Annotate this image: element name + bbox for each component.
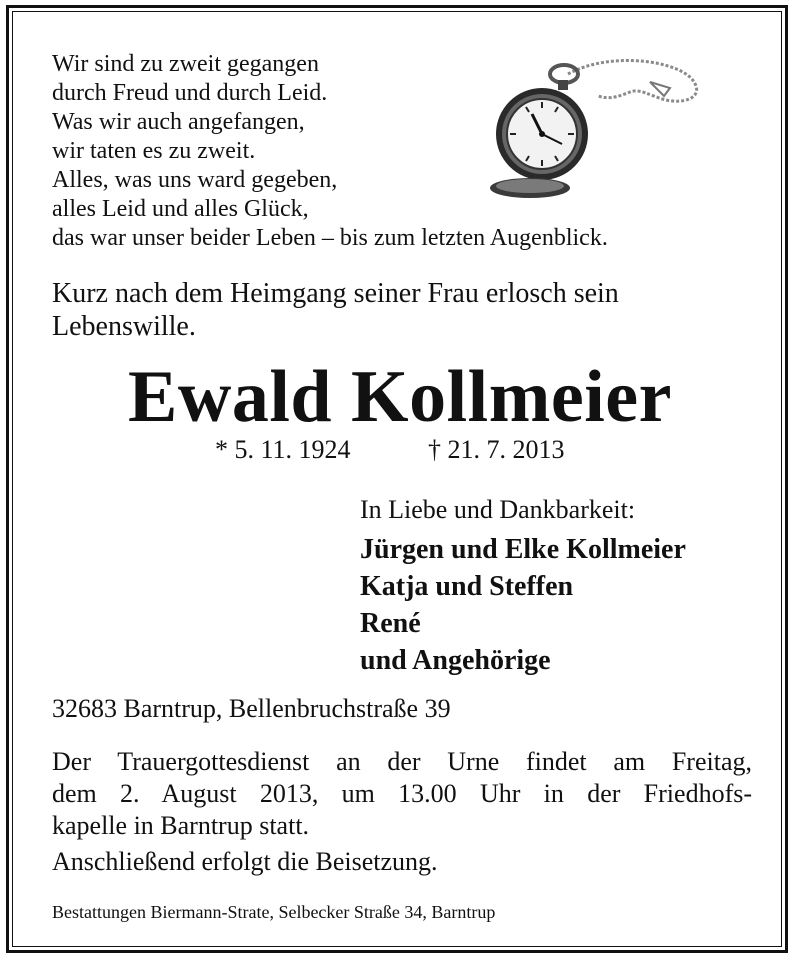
poem-line: alles Leid und alles Glück,	[52, 196, 309, 222]
intro-line: Kurz nach dem Heimgang seiner Frau erlosch sein	[52, 278, 619, 309]
death-date: † 21. 7. 2013	[428, 435, 565, 464]
service-line: dem 2. August 2013, um 13.00 Uhr in der Friedhofs-	[52, 779, 752, 808]
poem-line: Alles, was uns ward gegeben,	[52, 167, 338, 193]
birth-date: * 5. 11. 1924	[215, 435, 351, 464]
service-line: Der Trauergottesdienst an der Urne findet am Freitag,	[52, 747, 752, 776]
family-address: 32683 Barntrup, Bellenbruchstraße 39	[52, 694, 451, 723]
poem-line: wir taten es zu zweit.	[52, 138, 256, 164]
dedication: In Liebe und Dankbarkeit:	[360, 495, 636, 524]
deceased-name: Ewald Kollmeier	[128, 356, 672, 438]
poem-line: Wir sind zu zweit gegangen	[52, 51, 319, 77]
service-line: kapelle in Barntrup statt.	[52, 811, 310, 840]
undertaker: Bestattungen Biermann-Strate, Selbecker Straße 34, Barntrup	[52, 902, 496, 922]
poem-line: das war unser beider Leben – bis zum letzten Augenblick.	[52, 225, 608, 251]
mourners-list	[360, 531, 686, 679]
poem-line: durch Freud und durch Leid.	[52, 80, 328, 106]
intro-line: Lebenswille.	[52, 311, 196, 342]
mourner: Jürgen und Elke Kollmeier	[360, 534, 686, 565]
mourner: und Angehörige	[360, 645, 551, 676]
mourner: René	[360, 608, 421, 639]
service-notice	[52, 746, 752, 842]
intro-text	[52, 277, 619, 343]
pocket-watch-icon	[470, 52, 710, 202]
mourner: Katja und Steffen	[360, 571, 574, 602]
burial-notice: Anschließend erfolgt die Beisetzung.	[52, 847, 438, 876]
poem-line: Was wir auch angefangen,	[52, 109, 305, 135]
